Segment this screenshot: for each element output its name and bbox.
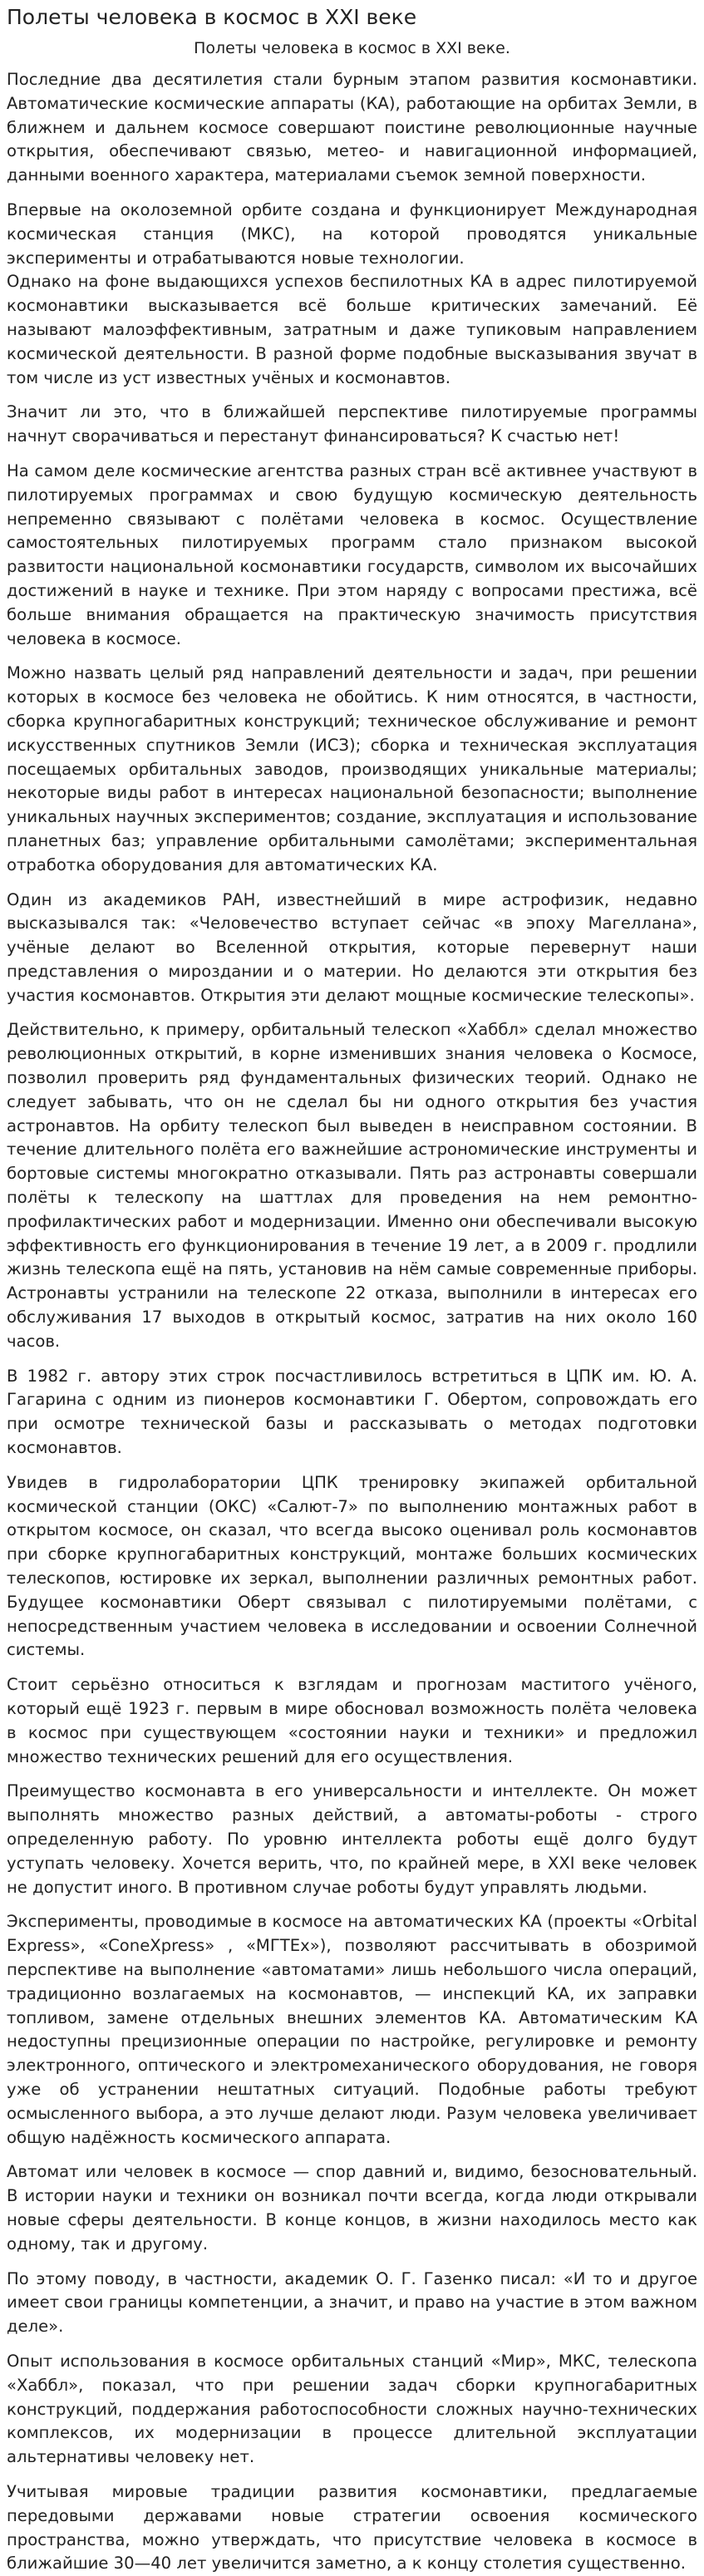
paragraph-text: Увидев в гидролаборатории ЦПК тренировку экипажей орбитальной космической станции (ОКС) «Салют-7» по выполнению монтажных работ в открытом космосе, он сказал, что всегда высоко оценивал роль космонавтов при сборке крупногабаритных конструкций, монтаже больших космических телескопов, юстировке их зеркал, выполнении различных ремонтных работ. Будущее космонавтики Оберт связывал с пилотируемыми полётами, с непосредственным участием человека в исследовании и освоении Солнечной системы.	[7, 1472, 697, 1660]
paragraph-text: Действительно, к примеру, орбитальный телескоп «Хаббл» сделал множество революционных открытий, в корне изменивших знания человека о Космосе, позволил проверить ряд фундаментальных физических теорий. Однако не следует забывать, что он не сделал бы ни одного открытия без участия астронавтов. На орбиту телескоп был выведен в неисправном состоянии. В течение длительного полёта его важнейшие астрономические инструменты и бортовые системы многократно отказывали. Пять раз астронавты совершали полёты к телескопу на шаттлах для проведения на нем ремонтно-профилактических работ и модернизации. Именно они обеспечивали высокую эффективность его функционирования в течение 19 лет, а в 2009 г. продлили жизнь телескопа ещё на пять, установив на нём самые современные приборы. Астронавты устранили на телескопе 22 отказа, выполнили в интересах его обслуживания 17 выходов в открытый космос, затратив на них около 160 часов.	[7, 1020, 697, 1351]
paragraph-text: Учитывая мировые традиции развития космонавтики, предлагаемые передовыми державами новые стратегии освоения космического пространства, можно утверждать, что присутствие человека в космосе в ближайшие 30—40 лет увеличится заметно, а к концу столетия существенно.	[7, 2481, 697, 2574]
paragraph	[7, 199, 697, 390]
paragraph-text: В 1982 г. автору этих строк посчастливилось встретиться в ЦПК им. Ю. А. Гагарина с одним из пионеров космонавтики Г. Обертом, сопровождать его при осмотре технической базы и рассказывать о методах подготовки космонавтов.	[7, 1366, 697, 1458]
article-body	[7, 68, 697, 2576]
paragraph	[7, 2350, 697, 2470]
paragraph-text: На самом деле космические агентства разных стран всё активнее участвуют в пилотируемых программах и свою будущую космическую деятельность непременно связывают с полётами человека в космос. Осуществление самостоятельных пилотируемых программ стало признаком высокой развитости национальной космонавтики государств, символом их высочайших достижений в науке и технике. При этом наряду с вопросами престижа, всё больше внимания обращается на практическую значимость присутствия человека в космосе.	[7, 461, 697, 648]
paragraph-text: По этому поводу, в частности, академик О. Г. Газенко писал: «И то и другое имеет свои границы компетенции, а значит, и право на участие в этом важном деле».	[7, 2268, 697, 2337]
article-subtitle: Полеты человека в космос в XXI веке.	[194, 39, 510, 57]
paragraph	[7, 1910, 697, 2150]
paragraph-text: Впервые на околоземной орбите создана и функционирует Международная космическая станция (МКС), на которой проводятся уникальные эксперименты и отрабатываются новые технологии.	[7, 199, 697, 268]
paragraph-text: Преимущество космонавта в его универсальности и интеллекте. Он может выполнять множество разных действий, а автоматы-роботы - строго определенную работу. По уровню интеллекта роботы ещё долго будут уступать человеку. Хочется верить, что, по крайней мере, в XXI веке человек не допустит иного. В противном случае роботы будут управлять людьми.	[7, 1781, 697, 1897]
paragraph-text: Опыт использования в космосе орбитальных станций «Мир», МКС, телескопа «Хаббл», показал, что при решении задач сборки крупногабаритных конструкций, поддержания работоспособности сложных научно-технических комплексов, их модернизации в процессе длительной эксплуатации альтернативы человеку нет.	[7, 2351, 697, 2467]
page-title: Полеты человека в космос в XXI веке	[7, 5, 417, 29]
paragraph	[7, 1471, 697, 1662]
paragraph	[7, 68, 697, 188]
paragraph-text: Автомат или человек в космосе — спор давний и, видимо, безосновательный. В истории науки и техники он возникал почти всегда, когда люди открывали новые сферы деятельности. В конце концов, в жизни находилось место как одному, так и другому.	[7, 2162, 697, 2253]
paragraph	[7, 2268, 697, 2339]
paragraph	[7, 1780, 697, 1899]
paragraph-text: Один из академиков РАН, известнейший в мире астрофизик, недавно высказывался так: «Человечество вступает сейчас «в эпоху Магеллана», учёные делают во Вселенной открытия, которые перевернут наши представления о мироздании и о материи. Но делаются эти открытия без участия космонавтов. Открытия эти делают мощные космические телескопы».	[7, 889, 697, 1005]
paragraph-text: Стоит серьёзно относиться к взглядам и прогнозам маститого учёного, который ещё 1923 г. первым в мире обосновал возможность полёта человека в космос при существующем «состоянии науки и техники» и предложил множество технических решений для его осуществления.	[7, 1675, 697, 1766]
paragraph-text: Последние два десятилетия стали бурным этапом развития космонавтики. Автоматические космические аппараты (КА), работающие на орбитах Земли, в ближнем и дальнем космосе совершают поистине революционные научные открытия, обеспечивают связью, метео- и навигационной информацией, данными военного характера, материалами съемок земной поверхности.	[7, 70, 697, 185]
paragraph	[7, 460, 697, 651]
paragraph-text: Однако на фоне выдающихся успехов беспилотных КА в адрес пилотируемой космонавтики высказывается всё больше критических замечаний. Её называют малоэффективным, затратным и даже тупиковым направлением космической деятельности. В разной форме подобные высказывания звучат в том числе из уст известных учёных и космонавтов.	[7, 272, 697, 387]
paragraph-text: Можно назвать целый ряд направлений деятельности и задач, при решении которых в космосе без человека не обойтись. К ним относятся, в частности, сборка крупногабаритных конструкций; техническое обслуживание и ремонт искусственных спутников Земли (ИСЗ); сборка и техническая эксплуатация посещаемых орбитальных заводов, производящих уникальные материалы; некоторые виды работ в интересах национальной безопасности; выполнение уникальных научных экспериментов; создание, эксплуатация и использование планетных баз; управление орбитальными самолётами; экспериментальная отработка оборудования для автоматических КА.	[7, 663, 697, 874]
paragraph	[7, 1365, 697, 1460]
paragraph	[7, 1018, 697, 1353]
paragraph	[7, 662, 697, 877]
paragraph	[7, 889, 697, 1008]
paragraph	[7, 401, 697, 449]
paragraph-text: Значит ли это, что в ближайшей перспективе пилотируемые программы начнут сворачиваться и перестанут финансироваться? К счастью нет!	[7, 402, 697, 446]
paragraph	[7, 2480, 697, 2576]
paragraph-text: Эксперименты, проводимые в космосе на автоматических КА (проекты «Orbital Express», «ConeXpress» , «МГТЕх»), позволяют рассчитывать в обозримой перспективе на выполнение «автоматами» лишь небольшого числа операций, традиционно возлагаемых на космонавтов, — инспекций КА, их заправки топливом, замене отдельных внешних элементов КА. Автоматическим КА недоступны прецизионные операции по настройке, регулировке и ремонту электронного, оптического и электромеханического оборудования, не говоря уже об устранении нештатных ситуаций. Подобные работы требуют осмысленного выбора, а это лучше делают люди. Разум человека увеличивает общую надёжность космического аппарата.	[7, 1912, 697, 2147]
paragraph	[7, 1673, 697, 1769]
paragraph	[7, 2160, 697, 2256]
